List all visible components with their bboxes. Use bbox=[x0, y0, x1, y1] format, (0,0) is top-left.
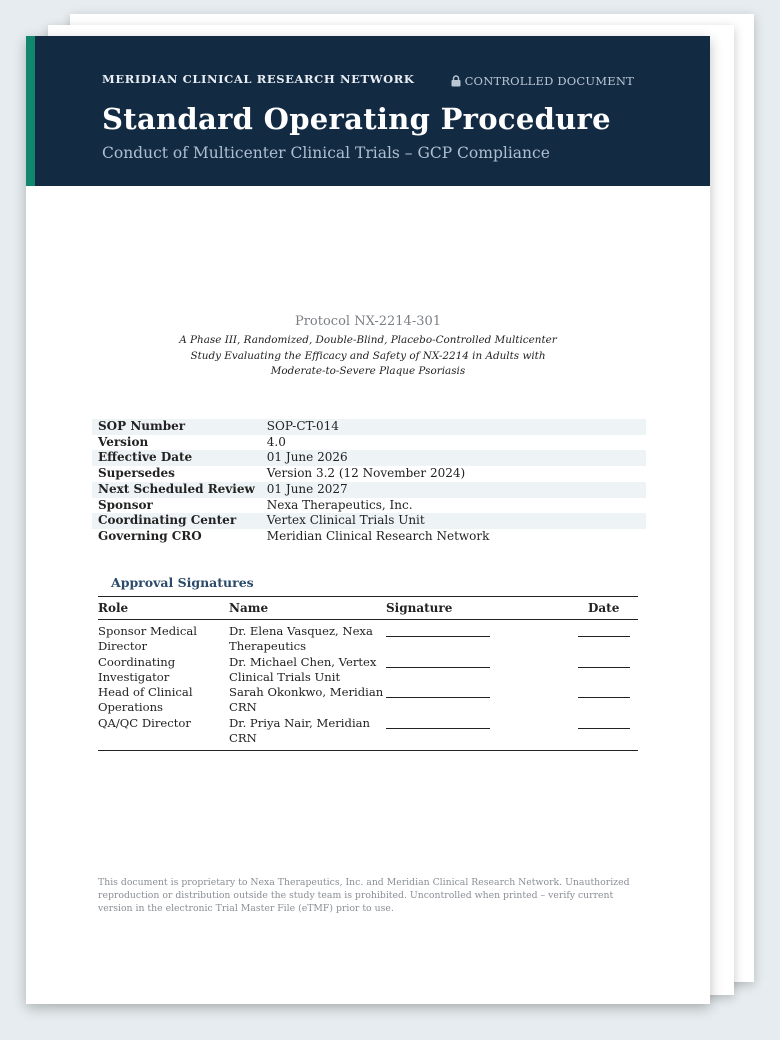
signature-row bbox=[98, 716, 638, 747]
date-line bbox=[578, 667, 630, 668]
metadata-row bbox=[92, 498, 646, 514]
signature-line bbox=[386, 636, 490, 637]
metadata-key: Next Scheduled Review bbox=[92, 482, 261, 498]
metadata-key: Sponsor bbox=[98, 497, 153, 512]
protocol-block bbox=[26, 314, 710, 380]
metadata-key: Governing CRO bbox=[98, 528, 202, 543]
metadata-key: Version bbox=[98, 434, 149, 449]
controlled-label-text: CONTROLLED DOCUMENT bbox=[464, 74, 634, 88]
column-header-role: Role bbox=[98, 601, 129, 615]
signature-table-header bbox=[98, 597, 638, 620]
date-field[interactable] bbox=[578, 685, 638, 716]
metadata-row bbox=[92, 435, 646, 451]
metadata-value: Vertex Clinical Trials Unit bbox=[261, 513, 646, 529]
signature-field[interactable] bbox=[386, 716, 578, 747]
protocol-title: A Phase III, Randomized, Double-Blind, Placebo-Controlled Multicenter Study Evaluating the Efficacy and Safety of NX-2214 in Adults with Moderate-to-Severe Plaque Psoriasis bbox=[179, 334, 557, 377]
signer-role: Coordinating Investigator bbox=[98, 654, 176, 684]
signature-line bbox=[386, 697, 490, 698]
metadata-value: 4.0 bbox=[266, 434, 286, 449]
date-line bbox=[578, 728, 630, 729]
signer-role: QA/QC Director bbox=[98, 715, 191, 730]
protocol-id: Protocol NX-2214-301 bbox=[294, 314, 442, 329]
metadata-row bbox=[92, 513, 646, 529]
date-line bbox=[578, 636, 630, 637]
document-header bbox=[26, 36, 710, 186]
metadata-key: Supersedes bbox=[98, 466, 175, 481]
metadata-key: Coordinating Center bbox=[92, 513, 261, 529]
date-line bbox=[578, 697, 630, 698]
metadata-key: SOP Number bbox=[92, 419, 261, 435]
signature-field[interactable] bbox=[386, 655, 578, 686]
metadata-key: Effective Date bbox=[92, 450, 261, 466]
organization-name: MERIDIAN CLINICAL RESEARCH NETWORK bbox=[102, 72, 415, 86]
signer-name: Sarah Okonkwo, Meridian CRN bbox=[229, 685, 384, 715]
signer-role: Head of Clinical Operations bbox=[98, 685, 193, 715]
document-page bbox=[26, 36, 710, 1004]
metadata-value: Meridian Clinical Research Network bbox=[266, 528, 490, 543]
approval-signature-table bbox=[98, 596, 638, 751]
metadata-value: Version 3.2 (12 November 2024) bbox=[266, 466, 466, 481]
metadata-row bbox=[92, 450, 646, 466]
signature-field[interactable] bbox=[386, 624, 578, 655]
document-title: Standard Operating Procedure bbox=[102, 102, 611, 136]
signature-line bbox=[386, 667, 490, 668]
approval-signatures-heading: Approval Signatures bbox=[111, 575, 254, 590]
signer-name: Dr. Priya Nair, Meridian CRN bbox=[229, 715, 371, 746]
metadata-value: 01 June 2027 bbox=[261, 482, 646, 498]
metadata-value: SOP-CT-014 bbox=[261, 419, 646, 435]
metadata-value: 01 June 2026 bbox=[261, 450, 646, 466]
lock-icon bbox=[451, 75, 461, 87]
date-field[interactable] bbox=[578, 624, 638, 655]
column-header-date: Date bbox=[588, 601, 620, 615]
column-header-signature: Signature bbox=[386, 601, 453, 615]
signer-name: Dr. Elena Vasquez, Nexa Therapeutics bbox=[229, 624, 373, 654]
signature-row bbox=[98, 655, 638, 686]
signer-role: Sponsor Medical Director bbox=[98, 624, 197, 654]
signature-row bbox=[98, 685, 638, 716]
signature-line bbox=[386, 728, 490, 729]
controlled-document-label bbox=[451, 74, 634, 88]
date-field[interactable] bbox=[578, 655, 638, 686]
signature-field[interactable] bbox=[386, 685, 578, 716]
document-metadata-table bbox=[92, 419, 646, 545]
header-accent-bar bbox=[26, 36, 35, 186]
metadata-value: Nexa Therapeutics, Inc. bbox=[266, 497, 413, 512]
signer-name: Dr. Michael Chen, Vertex Clinical Trials Unit bbox=[229, 654, 377, 684]
metadata-row bbox=[92, 529, 646, 545]
metadata-row bbox=[92, 482, 646, 498]
date-field[interactable] bbox=[578, 716, 638, 747]
metadata-row bbox=[92, 466, 646, 482]
signature-row bbox=[98, 624, 638, 655]
confidentiality-footer: This document is proprietary to Nexa Therapeutics, Inc. and Meridian Clinical Research Network. Unauthorized reproduction or distribution outside the study team is prohibited. Uncontrolled when printed – verify current version in the electronic Trial Master File (eTMF) prior to use. bbox=[98, 877, 630, 915]
metadata-row bbox=[92, 419, 646, 435]
column-header-name: Name bbox=[229, 601, 269, 615]
document-subtitle: Conduct of Multicenter Clinical Trials – GCP Compliance bbox=[102, 144, 550, 162]
